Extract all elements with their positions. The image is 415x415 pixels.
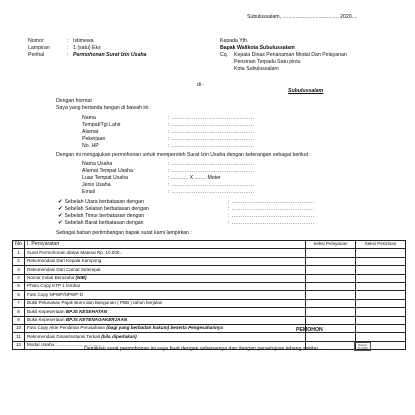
table-header-row — [13, 241, 406, 249]
requirement-text: Photo Copy KTP 1 lembar — [25, 282, 306, 290]
service-check-cell[interactable] — [306, 266, 356, 274]
row-number: 11 — [13, 333, 25, 341]
requirement-text — [25, 324, 306, 332]
table-row — [13, 282, 406, 290]
number-label: Nomor — [28, 38, 44, 44]
requirement-text-plain: Bukti Kepesertaan — [27, 308, 66, 314]
subject-value: Permohonan Surat Izin Usaha — [73, 52, 147, 58]
licensing-check-cell[interactable] — [356, 324, 406, 332]
table-row — [13, 257, 406, 265]
request-text: Dengan ini mengajukan permohonan untuk memperoleh Surat Izin Usaha dengan keterangan sebagai berikut : — [56, 152, 311, 158]
di-label: di - — [197, 82, 205, 88]
applicant-field-label: Tempat/Tgl Lahir — [82, 122, 121, 128]
licensing-check-cell[interactable] — [356, 299, 406, 307]
table-row — [13, 308, 406, 316]
checkmark-icon: ✔ — [58, 206, 63, 212]
licensing-check-cell[interactable] — [356, 266, 406, 274]
meta-colon: : — [67, 45, 69, 51]
border-item: ✔ Sebelah Timur berbatasan dengan — [58, 213, 145, 219]
applicant-field-label: No. HP — [82, 143, 99, 149]
table-row — [13, 299, 406, 307]
place-date: Subulussalam, ....................................... 2020.... — [247, 14, 358, 20]
table-row — [13, 266, 406, 274]
service-check-cell[interactable] — [306, 316, 356, 324]
row-number: 9 — [13, 316, 25, 324]
row-number: 5 — [13, 282, 25, 290]
table-row — [13, 274, 406, 282]
subject-label: Perihal — [28, 52, 45, 58]
meta-colon: : — [67, 52, 69, 58]
border-item: ✔ Sebelah Selatan berbatasan dengan — [58, 206, 149, 212]
stamp-box: Materai Rp.6000 — [354, 342, 371, 351]
applicant-field-value: : ............................................. — [168, 143, 255, 149]
business-field-label: Jenis Usaha — [82, 182, 111, 188]
applicant-field-label: Alamat — [82, 129, 99, 135]
border-value: : ............................................. — [228, 206, 315, 212]
border-value: : ............................................. — [228, 199, 315, 205]
requirement-text: Bukti Pelunasan Pajak Bumi dan Bangunan ( PBB ) tahun berjalan — [25, 299, 306, 307]
requirement-text: Modal Usaha : .................................... — [25, 341, 306, 349]
area-value: ............ X ........ Meter — [170, 175, 221, 181]
to-label: Kepada Yth. — [220, 38, 249, 44]
table-row — [13, 249, 406, 257]
requirements-table — [12, 240, 406, 350]
licensing-check-cell[interactable] — [356, 291, 406, 299]
service-check-cell[interactable] — [306, 308, 356, 316]
meta-colon: : — [67, 38, 69, 44]
closing-text: Demikian surat permohonan ini saya buat dengan sebenarnya dan dengan persetujuan lebang sekitar . — [84, 346, 322, 352]
intro: Saya yang bertanda tangan di bawah ini : — [56, 105, 152, 111]
business-field-value: : ............ X ........ Meter — [168, 175, 221, 181]
destination-city: Subulussalam — [288, 88, 324, 94]
business-field-value: : ............................................. — [168, 189, 255, 195]
greeting: Dengan hormat — [56, 98, 92, 104]
applicant-field-label: Nama — [82, 115, 96, 121]
licensing-check-cell[interactable] — [356, 249, 406, 257]
service-check-cell[interactable] — [306, 249, 356, 257]
service-check-cell[interactable] — [306, 257, 356, 265]
service-check-cell[interactable] — [306, 333, 356, 341]
to-title: Bapak Walikota Subulussalam — [220, 45, 295, 51]
table-row — [13, 316, 406, 324]
licensing-check-cell[interactable] — [356, 308, 406, 316]
consideration-text: Sebagai bahan pertimbangan bapak surat kami lampirkan : — [56, 230, 192, 236]
licensing-check-cell[interactable] — [356, 282, 406, 290]
requirement-text: Foto Copy NPWP/NPWP-D — [25, 291, 306, 299]
applicant-field-label: Pekerjaan — [82, 136, 106, 142]
requirement-text — [25, 316, 306, 324]
requirement-text — [25, 274, 306, 282]
licensing-check-cell[interactable] — [356, 257, 406, 265]
business-field-value: : ............................................. — [168, 182, 255, 188]
requirement-text-emphasis: (NIB) — [75, 274, 87, 280]
service-check-cell[interactable] — [306, 291, 356, 299]
table-row — [13, 333, 406, 341]
requirement-text-emphasis: (bagi yang berbadan hukum) beserta Pengesahannya — [106, 325, 224, 331]
requirement-text-plain: Rekomendasi Dinas/Instansi Terkait — [27, 333, 102, 339]
row-number: 4 — [13, 274, 25, 282]
border-item: ✔ Sebelah Utara berbatasan dengan — [58, 199, 144, 205]
row-number: 2 — [13, 257, 25, 265]
requirement-text: Rekomendasi Dari Camat Setempat — [25, 266, 306, 274]
row-number: 1 — [13, 249, 25, 257]
service-check-cell[interactable] — [306, 299, 356, 307]
signer-label: PEMOHON — [296, 327, 323, 333]
requirement-text-emphasis: BPJS KESEHATAN — [65, 308, 108, 314]
row-number: 3 — [13, 266, 25, 274]
checkmark-icon: ✔ — [58, 199, 63, 205]
cc-line: Kota Subulussalam — [234, 66, 279, 72]
requirement-text — [25, 308, 306, 316]
table-row — [13, 324, 406, 332]
licensing-check-cell[interactable] — [356, 274, 406, 282]
row-number: 10 — [13, 324, 25, 332]
border-item: ✔ Sebelah Barat berbatasan dengan — [58, 220, 144, 226]
business-field-label: Email — [82, 189, 95, 195]
business-field-label: Nama Usaha — [82, 161, 113, 167]
cc-line: Perizinan Terpadu Satu pintu — [234, 59, 301, 65]
service-check-cell[interactable] — [306, 274, 356, 282]
applicant-field-value: : ............................................. — [168, 136, 255, 142]
licensing-check-cell[interactable] — [356, 333, 406, 341]
business-field-value: : ............................................. — [168, 161, 255, 167]
applicant-field-value: : ............................................. — [168, 122, 255, 128]
applicant-field-value: : ............................................. — [168, 115, 255, 121]
checkmark-icon: ✔ — [58, 213, 63, 219]
requirement-text-plain: Nomor Induk Berusaha — [27, 274, 76, 280]
business-field-label: Alamat Tempat Usaha — [82, 168, 133, 174]
header-requirements: I. Persyaratan — [25, 241, 306, 249]
row-number: 8 — [13, 308, 25, 316]
row-number: 7 — [13, 299, 25, 307]
requirement-text-plain: Bukti Kepesertaan — [27, 316, 66, 322]
number-value: Istimewa — [73, 38, 94, 44]
border-value: : ............................................. — [228, 213, 315, 219]
business-field-label: Luas Tempat Usaha — [82, 175, 129, 181]
header-service-section: Seksi Pelayanan — [306, 241, 356, 249]
licensing-check-cell[interactable] — [356, 316, 406, 324]
row-number: 12 — [13, 341, 25, 349]
requirement-text-emphasis: (bila diperlukan) — [101, 333, 137, 339]
cc-line: Kepala Dinas Penanaman Modal Dan Pelayanan — [234, 52, 347, 58]
header-licensing-section: Seksi Perizinan — [356, 241, 406, 249]
requirement-text: Rekomendasi Dari Kepala Kampong — [25, 257, 306, 265]
requirement-text-plain: Foto Copy Akte Pendirian Perusahaan — [27, 325, 107, 331]
applicant-field-value: : ............................................. — [168, 129, 255, 135]
requirement-text-emphasis: BPJS KETENAGAKERJAAN — [65, 316, 128, 322]
attachment-label: Lampiran — [28, 45, 50, 51]
service-check-cell[interactable] — [306, 282, 356, 290]
header-no: No — [13, 241, 25, 249]
table-row — [13, 291, 406, 299]
checkmark-icon: ✔ — [58, 220, 63, 226]
border-value: : ............................................. — [228, 220, 315, 226]
row-number: 6 — [13, 291, 25, 299]
attachment-value: 1 (satu) Eks — [73, 45, 101, 51]
cc-label: Cq. — [220, 52, 229, 58]
business-field-value: : ............................................. — [168, 168, 255, 174]
requirement-text — [25, 333, 306, 341]
requirement-text: Surat Permohonan diatas Materai Rp. 10.000,- — [25, 249, 306, 257]
